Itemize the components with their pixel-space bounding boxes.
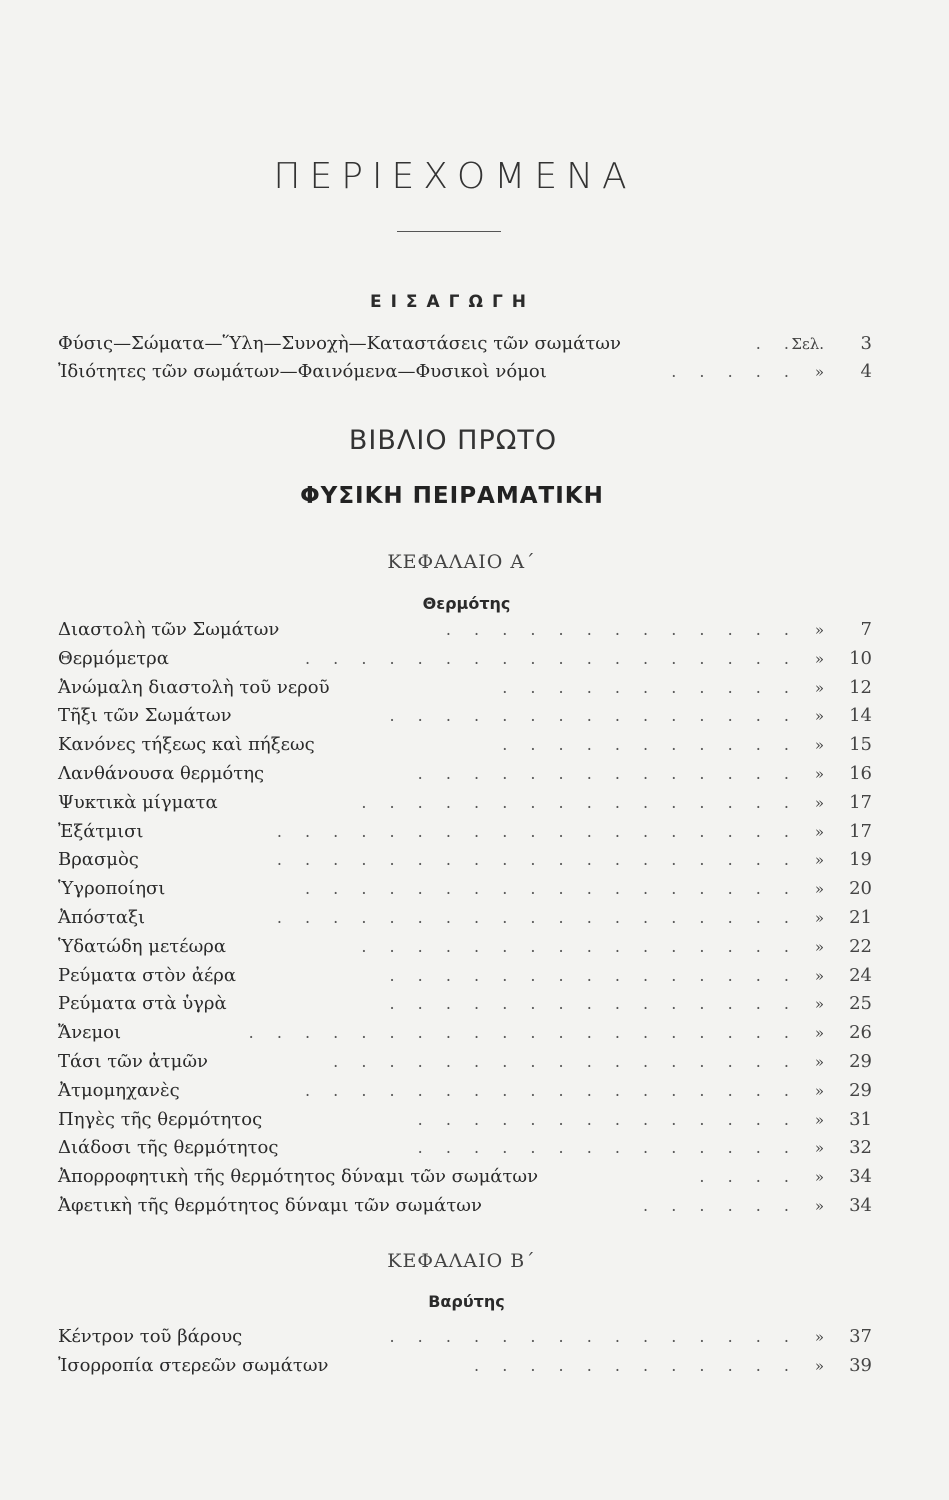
page-mark: » — [814, 1328, 824, 1346]
dot-leader: . . . . . . . . . . . . . . — [417, 1109, 798, 1129]
toc-entry-label: Ἄνεμοι — [58, 1022, 122, 1044]
page-number: 34 — [849, 1195, 872, 1216]
toc-entry — [58, 1048, 880, 1076]
page-number: 15 — [849, 734, 872, 756]
dot-leader: . . . . . . . . . . . . . . . . . . . — [276, 850, 798, 870]
dot-leader: . . . . . . . . . . . . . . — [417, 764, 798, 783]
toc-entry — [58, 358, 880, 386]
toc-entry-label: Ἰσορροπία στερεῶν σωμάτων — [58, 1354, 329, 1376]
toc-entry-label: Ἀπόσταξι — [58, 907, 146, 928]
page-number: 37 — [849, 1326, 872, 1347]
book-subtitle: ΦΥΣΙΚΗ ΠΕΙΡΑΜΑΤΙΚΗ — [300, 483, 604, 509]
page-number: 12 — [849, 676, 872, 698]
toc-entry-label: Ψυκτικὰ μίγματα — [58, 791, 218, 813]
page-mark: » — [814, 1110, 824, 1129]
page-title: ΠΕΡΙΕΧΟΜΕΝΑ — [273, 156, 636, 197]
toc-entry — [58, 731, 880, 759]
toc-entry — [58, 760, 880, 788]
dot-leader: . . . . . . — [643, 1196, 798, 1215]
toc-entry-label: Ρεύματα στὸν ἀέρα — [58, 964, 237, 986]
dot-leader: . . . . . . . . . . . . . . . . . . . . — [248, 1023, 798, 1043]
intro-heading: ΕΙΣΑΓΩΓΗ — [369, 292, 536, 312]
toc-entry — [58, 616, 880, 644]
toc-entry-label: Διαστολὴ τῶν Σωμάτων — [58, 619, 280, 640]
chapter-subject: Θερμότης — [422, 594, 511, 613]
page-mark: » — [814, 909, 824, 927]
toc-entry-label: Ἐξάτμισι — [58, 820, 144, 842]
dot-leader: . . . . — [699, 1167, 798, 1187]
page-number: 31 — [849, 1108, 872, 1130]
page-mark: » — [814, 966, 824, 985]
page-number: 14 — [849, 705, 872, 727]
toc-entry — [58, 846, 880, 874]
dot-leader: . . . . . . . . . . . . . . . — [389, 1327, 798, 1346]
chapter-subject: Βαρύτης — [428, 1292, 505, 1311]
dot-leader: . . . . . . . . . . . . . — [445, 620, 798, 639]
page-mark: » — [814, 880, 824, 899]
dot-leader: . . . . . . . . . . . . . . . . . . — [304, 648, 798, 668]
page-mark: » — [814, 995, 824, 1014]
page-number: 4 — [860, 361, 872, 382]
toc-entry — [58, 933, 880, 961]
toc-entry-label: Φύσις—Σώματα—Ὕλη—Συνοχὴ—Καταστάσεις τῶν σωμάτων — [58, 333, 621, 354]
page-mark: » — [814, 736, 824, 755]
toc-entry-label: Τῆξι τῶν Σωμάτων — [58, 705, 232, 727]
toc-entry — [58, 789, 880, 817]
title-rule — [397, 231, 501, 232]
dot-leader: . . . . . . . . . . . . . . — [417, 1138, 798, 1158]
page-number: 17 — [849, 791, 872, 813]
dot-leader: . . . . . . . . . . . . . . . — [389, 994, 798, 1014]
toc-entry-label: Ἀνώμαλη διαστολὴ τοῦ νεροῦ — [58, 676, 330, 698]
dot-leader: . . . . . . . . . . . . . . . . . . — [304, 1080, 798, 1100]
toc-entry-label: Θερμόμετρα — [58, 647, 169, 669]
toc-entry-label: Λανθάνουσα θερμότης — [58, 763, 265, 784]
page-number: 16 — [849, 763, 872, 784]
dot-leader: . . . . . . . . . . . . . . . . — [361, 792, 798, 812]
dot-leader: . . . . . . . . . . . . . . . . . — [333, 1052, 798, 1071]
dot-leader: . . . . . . . . . . . — [502, 677, 798, 697]
toc-entry-label: Διάδοσι τῆς θερμότητος — [58, 1137, 279, 1159]
page-mark: » — [814, 1053, 824, 1071]
dot-leader: . . . . . . . . . . . — [502, 735, 798, 755]
toc-entry-label: Κέντρον τοῦ βάρους — [58, 1326, 243, 1347]
page-number: 21 — [849, 907, 872, 928]
toc-entry — [58, 1352, 880, 1380]
page-number: 34 — [849, 1166, 872, 1188]
page-number: 3 — [860, 333, 872, 354]
toc-entry-label: Ἀφετικὴ τῆς θερμότητος δύναμι τῶν σωμάτων — [58, 1195, 482, 1216]
page-mark: » — [814, 851, 824, 870]
page-number: 17 — [849, 820, 872, 842]
toc-entry — [58, 702, 880, 730]
page-number: 39 — [849, 1354, 872, 1376]
page-number: 32 — [849, 1137, 872, 1159]
dot-leader: . . — [755, 334, 798, 353]
dot-leader: . . . . . . . . . . . . . . . — [389, 965, 798, 985]
toc-entry-label: Ὑδατώδη μετέωρα — [58, 935, 227, 957]
toc-entry — [58, 1106, 880, 1134]
page-number: 22 — [849, 935, 872, 957]
chapter-heading: ΚΕΦΑΛΑΙΟ Β΄ — [387, 1250, 536, 1272]
toc-entry — [58, 1323, 880, 1351]
page-number: 19 — [849, 849, 872, 871]
page-number: 20 — [849, 878, 872, 900]
dot-leader: . . . . . . . . . . . . . . . . . . — [304, 879, 798, 899]
page-number: 29 — [849, 1051, 872, 1072]
toc-entry-label: Ἀπορροφητικὴ τῆς θερμότητος δύναμι τῶν σωμάτων — [58, 1166, 539, 1188]
toc-entry-label: Ἰδιότητες τῶν σωμάτων—Φαινόμενα—Φυσικοὶ νόμοι — [58, 361, 547, 382]
dot-leader: . . . . . — [671, 362, 798, 381]
page-mark: » — [814, 1197, 824, 1215]
toc-entry-label: Ρεύματα στὰ ὑγρὰ — [58, 993, 227, 1015]
toc-entry-label: Βρασμὸς — [58, 849, 139, 871]
toc-entry — [58, 645, 880, 673]
page-mark: » — [814, 793, 824, 812]
toc-entry — [58, 1134, 880, 1162]
page-number: 24 — [849, 964, 872, 986]
page-mark: » — [814, 707, 824, 726]
toc-entry — [58, 1019, 880, 1047]
toc-entry-label: Πηγὲς τῆς θερμότητος — [58, 1108, 263, 1130]
dot-leader: . . . . . . . . . . . . . . . . . . . — [276, 908, 798, 927]
toc-entry — [58, 1163, 880, 1191]
toc-entry — [58, 818, 880, 846]
book-title: ΒΙΒΛΙΟ ΠΡΩΤΟ — [348, 425, 558, 456]
page-number: 25 — [849, 993, 872, 1015]
toc-entry — [58, 1192, 880, 1220]
page-mark: » — [814, 621, 824, 639]
page-mark: » — [814, 363, 824, 381]
page-number: 26 — [849, 1022, 872, 1044]
page-mark: » — [814, 822, 824, 841]
page-mark: Σελ. — [791, 335, 824, 353]
page-mark: » — [814, 1024, 824, 1043]
toc-entry-label: Ἀτμομηχανὲς — [58, 1079, 180, 1101]
toc-entry — [58, 330, 880, 358]
toc-entry — [58, 990, 880, 1018]
dot-leader: . . . . . . . . . . . . . . . — [389, 706, 798, 726]
page-mark: » — [814, 1139, 824, 1158]
toc-entry — [58, 674, 880, 702]
page-number: 10 — [849, 647, 872, 669]
toc-entry — [58, 1077, 880, 1105]
toc-entry — [58, 962, 880, 990]
dot-leader: . . . . . . . . . . . . — [474, 1355, 798, 1375]
page-mark: » — [814, 1081, 824, 1100]
page-mark: » — [814, 1356, 824, 1375]
page-mark: » — [814, 649, 824, 668]
page-mark: » — [814, 937, 824, 956]
toc-entry — [58, 904, 880, 932]
page-mark: » — [814, 678, 824, 697]
toc-entry-label: Ὑγροποίησι — [58, 878, 166, 900]
chapter-heading: ΚΕΦΑΛΑΙΟ Α΄ — [387, 551, 536, 573]
page-number: 7 — [860, 619, 872, 640]
dot-leader: . . . . . . . . . . . . . . . . — [361, 936, 798, 956]
toc-entry-label: Τάσι τῶν ἀτμῶν — [58, 1051, 208, 1072]
page-number: 29 — [849, 1079, 872, 1101]
page-mark: » — [814, 1168, 824, 1187]
toc-entry-label: Κανόνες τήξεως καὶ πήξεως — [58, 734, 315, 756]
toc-entry — [58, 875, 880, 903]
page-mark: » — [814, 765, 824, 783]
dot-leader: . . . . . . . . . . . . . . . . . . . — [276, 821, 798, 841]
